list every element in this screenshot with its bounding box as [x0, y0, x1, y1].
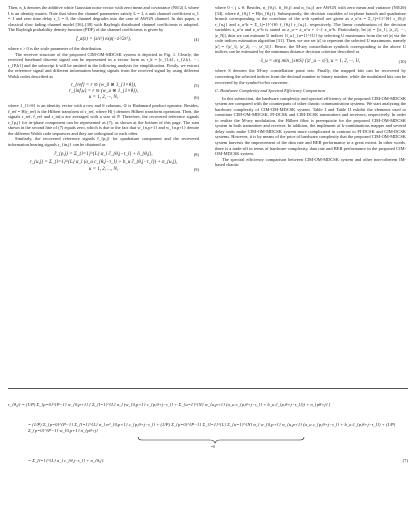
paragraph: In this subsection, the hardware complexity and spectral efficiency of the proposed CIM-OM-MDCSK system are compared with the counterparts of other chaotic communication systems. We start analyzing the hardware complexity of CIM-OM-MDCSK system. Table I and Table II exhibit the elements used to constitute CIM-OM-MDCSK, PI-DCSK and CIM-DCSK transmitters and receivers, respectively. In order to realize the M-ary modulation, the Hilbert filter is prerequisite for the proposed CIM-OM-MDCSK system in both transmitter and receiver. In addition, the implement of k-combinations mapper and several delay units make CIM-OM-MDCSK system more complicated in contrast to PI-DCSK and CIM-DCSK systems. However, it is by means of the price of hardware complexity that the proposed CIM-OM-MDCSK system harvests the improvement of the data rate and BER performance to a great extent. In other words, there is a trade-off in terms of hardware complexity, data rate and BER performance in the proposed CIM-OM-MDCSK system.: [215, 95, 406, 157]
paragraph: where S denotes the M-ary constellation point sets. Finally, the mapped bits can be recovered by converting the selected indices from the decimal number to binary number, while the modulated bits can be recovered by the symbol-to-bit converter.: [215, 68, 406, 85]
paragraph: The receiver structure of the proposed CIM-OM-MDCSK system is depicted in Fig. 1. Clearly, the received baseband discrete signal can be represented in a vector form as r_k = [r_{1,k}, r_{2,k}, ···, r_{P,k}] and the subscript k will be omitted in the following analysis for simplification. Firstly, we extract the reference signal and different information bearing signals from the received signal by using different Walsh codes described as: [8, 51, 199, 80]
equation-number: (6): [193, 94, 199, 100]
equation-body: u = 1, 2, ···, N,: [88, 94, 119, 100]
paragraph: where 0 < j ≤ θ. Besides, n_{θ,j}, ñ_{θ,j} and n_{u,j} are AWGN with zero mean and variance (N0/2θ) [34], where ñ_{θ,j} = H(n_{θ,j}). Subsequently, the decision variables of in-phase branch and quadrature branch corresponding to the correlator of the u-th symbol are given as z_u^a = Σ_{j=1}^{θ} r_{θ,j} r_{u,j} and z_u^b = Σ_{j=1}^{θ} r̃_{θ,j} r_{u,j}, respectively. The linear combination of the decision variables z_u^a and z_u^b is stated as z_u = z_u^a + √−1 z_u^b. Particularly, let |z| = [|z_1|, |z_2|, ···, |z_N|], thus we can estimate U indices {î_u}_{u=1}^{U} by selecting U maximums from the set |z| via the code indices estimation algorithm [31]. Then, we use set |z'| to represent the selected U maximums, namely |z'| = {|z'_1|, |z'_2|, ···, |z'_U|}. Hence, the M-ary constellation symbols corresponding to the above U indices can be estimated by the minimum distance decision criterion described as: [215, 5, 406, 55]
equation-10: [215, 59, 406, 65]
underbrace: [8, 440, 408, 449]
equation-8: [8, 152, 199, 158]
equation-body: r_{ref} = r ⊙ (w_0 ⊗ 1_{1×θ}),: [70, 82, 137, 88]
underbrace-label: =0: [211, 445, 215, 449]
equation-5: [8, 83, 199, 89]
equation-7-line-3: [8, 450, 408, 472]
underbrace-graphic: [8, 436, 408, 446]
equation-body: u = 1, 2, ..., N,: [88, 166, 119, 172]
equation-body: = (1/P) Σ_{p=0}^{P−1} Σ_{l=1}^{L} α_l w²_{0,p+1} c_{p,θ+j−τ_l} + (1/P) Σ_{p=0}^{P−1} Σ_{l=1}^{L} Σ_{u=1}^{N} α_l w_{0,p+1} w_{u,p+1} (a_u c_{p,θ+j−τ_l} + b_u c̃_{p,θ+j−τ_l}) + (1/P) Σ_{p=0}^{P−1} w_{0,p+1} n_{pθ+j}: [28, 422, 396, 433]
right-column: [215, 5, 406, 168]
equation-body: r_{θ,j} = (1/P) Σ_{p=0}^{P−1} w_{0,p+1} [ Σ_{l=1}^{L} α_l (w_{0,p+1} c_{p,θ+j−τ_l} + Σ_{u=1}^{N} w_{u,p+1} (a_u c_{p,θ+j−τ_l} + b_u c̃_{p,θ+j−τ_l})) + n_{pθ+j} ]: [8, 402, 331, 408]
equation-number: (9): [193, 166, 199, 172]
equation-body: f_α(z) = (z/ε²) exp(−z²/2ε²),: [76, 36, 131, 42]
equation-body: r_{u,j} = Σ_{l=1}^{L} α_l (a_u c_{θ,j−τ_l} + b_u c̃_{θ,j−τ_l}) + n_{u,j},: [29, 160, 178, 166]
equation-number: (5): [193, 82, 199, 88]
equation-4: [8, 37, 199, 43]
equation-6-range: [8, 95, 199, 101]
equation-7-line-1: [8, 394, 408, 416]
paragraph: Then, n_k denotes the additive white Gaussian noise vector with zero mean and covariance (N0/2) I, where I is an identity matrix. Note that when the channel parameters satisfy L = 1, a unit channel coefficient α_1 = 1 and zero time delay τ_1 = 0, the channel degrades into the case of AWGN channel. In this paper, a classical slow fading channel model [36]–[38] with Rayleigh distributed channel coefficients is adopted. The Rayleigh probability density function (PDF) of the channel coefficients is given by: [8, 5, 199, 33]
equation-body: ŝ_u = arg min_{s∈S} (|z'_u − s|²), u = 1, 2, ···, U,: [260, 58, 361, 64]
equation-number: (10): [398, 58, 406, 64]
equation-9: [8, 160, 199, 166]
paper-page: [8, 5, 408, 525]
equation-number: (7): [402, 458, 408, 464]
equation-number: (8): [193, 151, 199, 157]
float-divider: [8, 388, 408, 389]
paragraph: where 1_{1×θ} is an identity vector with a row and θ columns, ⊙ is Hadamard product operator. Besides, r̃_ref = H(r_ref) is the Hilbert transform of r_ref, where H(·) denotes Hilbert transform operation. Then, the signals r_ref, r̃_ref and r_inf,u are averaged with a size of P. Therefore, the recovered reference signals r_{p,j} for in-phase component can be represented as (7), as shown at the bottom of this page. The sum shown in the second line of (7) equals zero, which is due to the fact that w_{n,p+1} and w_{n,p+1} denote the different Walsh code sequences and they are orthogonal to each other.: [8, 103, 199, 136]
section-heading: C. Hardware Complexity and Spectral Efficiency Comparison: [215, 88, 325, 94]
paragraph: where ε > 0 is the scale parameter of the distribution.: [8, 46, 103, 52]
equation-9-range: [8, 167, 199, 173]
equation-number: (4): [193, 36, 199, 42]
left-column: [8, 5, 199, 172]
equation-body: r̃_{p,j} = Σ_{l=1}^{L} α_l c̃_{θ,j−τ_l} + ñ_{θ,j},: [54, 151, 153, 157]
paragraph: Similarly, the recovered reference signals r̃_{p,j} for quadrature component and the recovered information bearing signals r_{in,j} can be obtained as: [8, 136, 199, 148]
paragraph: The spectral efficiency comparison between CIM-OM-MDCSK system and other non-coherent IM-based chaotic: [215, 156, 406, 168]
equation-body: = Σ_{l=1}^{L} α_l c_{θ,j−τ_l} + n_{θ,j}.: [28, 458, 105, 464]
equation-body: r_{inf,u} = r ⊙ (w_u ⊗ 1_{1×θ}),: [69, 89, 138, 95]
equation-7: [8, 394, 408, 472]
